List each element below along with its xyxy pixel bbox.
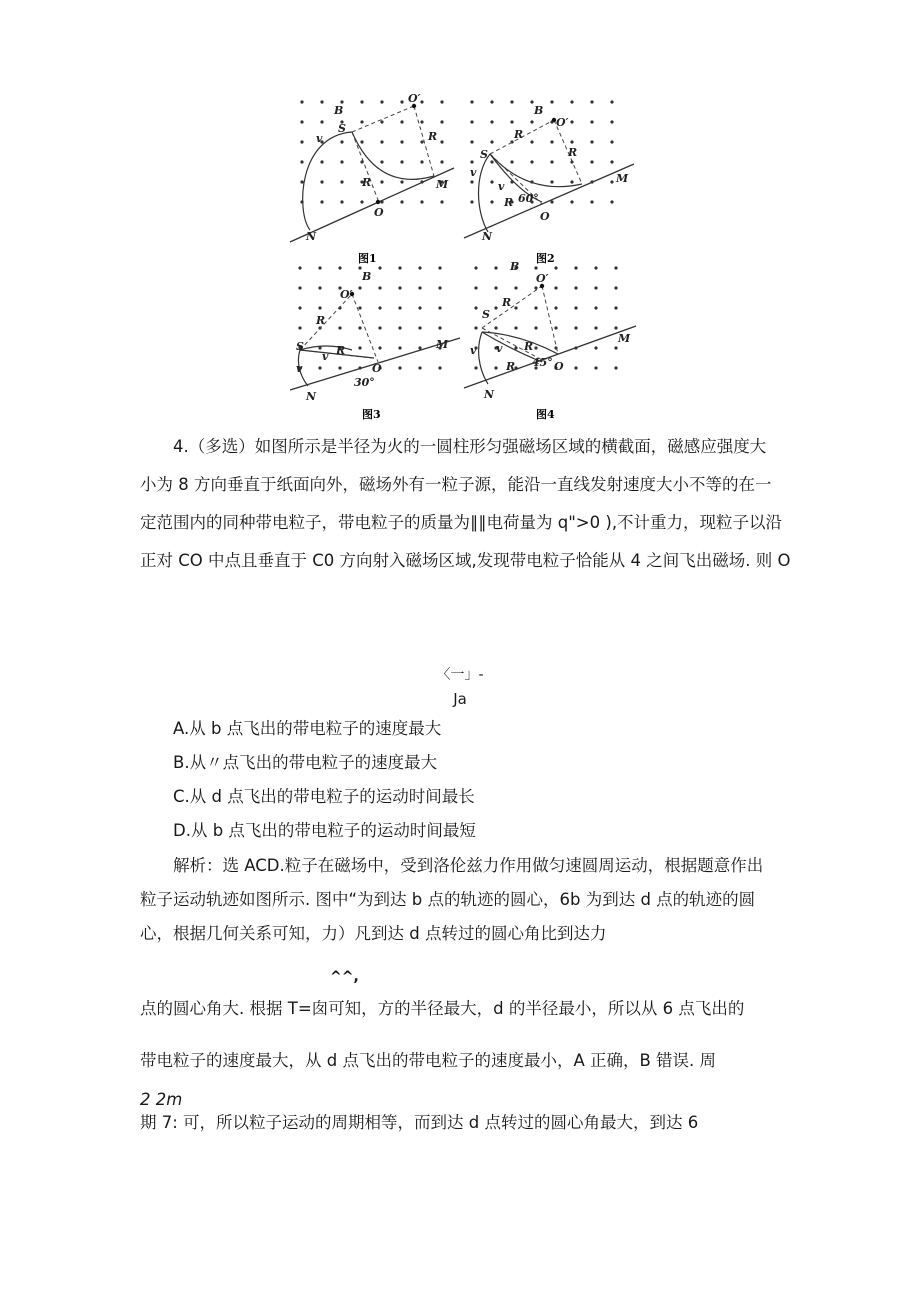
field-dot bbox=[470, 140, 473, 143]
field-dot bbox=[614, 326, 617, 329]
field-dot bbox=[570, 200, 573, 203]
field-dot bbox=[514, 286, 517, 289]
svg-text:O′: O′ bbox=[536, 272, 549, 285]
field-dot bbox=[490, 140, 493, 143]
solution-line-3: 心，根据几何关系可知，力）凡到达 d 点转过的圆心角比到达力 bbox=[140, 924, 607, 943]
field-dot bbox=[590, 200, 593, 203]
field-dot bbox=[614, 366, 617, 369]
field-dot bbox=[418, 326, 421, 329]
figure-4-caption: 图4 bbox=[536, 408, 555, 421]
field-dot bbox=[494, 366, 497, 369]
field-dot bbox=[550, 100, 553, 103]
field-dot bbox=[594, 366, 597, 369]
field-dot bbox=[490, 100, 493, 103]
field-dot bbox=[510, 100, 513, 103]
field-dot bbox=[400, 100, 403, 103]
field-dot bbox=[530, 160, 533, 163]
field-dot bbox=[298, 266, 301, 269]
svg-text:R: R bbox=[362, 176, 372, 189]
field-dot bbox=[298, 286, 301, 289]
svg-text:45°: 45° bbox=[532, 356, 553, 369]
field-dot bbox=[570, 140, 573, 143]
field-dot bbox=[470, 200, 473, 203]
field-dot bbox=[358, 286, 361, 289]
svg-text:N: N bbox=[306, 230, 317, 243]
field-dot bbox=[514, 326, 517, 329]
field-dot bbox=[398, 266, 401, 269]
field-dot bbox=[420, 100, 423, 103]
field-dot bbox=[554, 266, 557, 269]
field-dot bbox=[590, 100, 593, 103]
field-dot bbox=[418, 346, 421, 349]
field-dot bbox=[590, 140, 593, 143]
field-dot bbox=[534, 326, 537, 329]
svg-text:B: B bbox=[534, 104, 544, 117]
field-dot bbox=[614, 286, 617, 289]
field-dot bbox=[300, 100, 303, 103]
svg-text:v: v bbox=[470, 166, 477, 179]
field-dot bbox=[550, 140, 553, 143]
field-dot bbox=[594, 346, 597, 349]
field-dot bbox=[534, 306, 537, 309]
formula-symbol: ^^, bbox=[330, 969, 359, 985]
svg-text:O′: O′ bbox=[340, 288, 353, 301]
field-dot bbox=[400, 120, 403, 123]
field-dot bbox=[474, 306, 477, 309]
field-dot bbox=[438, 266, 441, 269]
boundary-line bbox=[464, 164, 634, 238]
svg-text:N: N bbox=[482, 230, 493, 243]
svg-text:M: M bbox=[616, 172, 629, 185]
option-c: C.从 d 点飞出的带电粒子的运动时间最长 bbox=[173, 787, 475, 806]
field-dot bbox=[380, 100, 383, 103]
figure-2-caption: 图2 bbox=[536, 252, 555, 265]
field-dot bbox=[554, 326, 557, 329]
field-dot bbox=[574, 326, 577, 329]
field-dot bbox=[570, 120, 573, 123]
svg-text:v: v bbox=[316, 132, 323, 145]
question-line-3: 定范围内的同种带电粒子，带电粒子的质量为∥∥电荷量为 q">0 ),不计重力，现粒子以沿 bbox=[140, 513, 783, 532]
svg-text:S: S bbox=[338, 122, 346, 135]
field-dot bbox=[378, 346, 381, 349]
field-dot bbox=[400, 180, 403, 183]
field-dot bbox=[574, 286, 577, 289]
field-dot bbox=[360, 140, 363, 143]
field-dot bbox=[318, 266, 321, 269]
svg-text:S: S bbox=[296, 340, 304, 353]
field-dot bbox=[358, 346, 361, 349]
svg-text:v: v bbox=[322, 350, 329, 363]
field-dot bbox=[594, 326, 597, 329]
svg-text:B: B bbox=[362, 270, 372, 283]
figure-1 bbox=[288, 92, 456, 268]
svg-text:O′: O′ bbox=[408, 92, 421, 105]
field-dot bbox=[510, 120, 513, 123]
field-dot bbox=[610, 180, 613, 183]
svg-text:N: N bbox=[484, 388, 495, 401]
field-dot bbox=[530, 140, 533, 143]
svg-text:O: O bbox=[540, 210, 550, 223]
field-dot bbox=[470, 120, 473, 123]
field-dot bbox=[470, 100, 473, 103]
svg-text:B: B bbox=[334, 104, 344, 117]
field-dot bbox=[534, 266, 537, 269]
field-dot bbox=[418, 286, 421, 289]
field-dot bbox=[320, 100, 323, 103]
field-dot bbox=[420, 120, 423, 123]
field-dot bbox=[378, 266, 381, 269]
solution-line-2: 粒子运动轨迹如图所示. 图中“为到达 b 点的轨迹的圆心，6b 为到达 d 点的轨迹的圆 bbox=[140, 890, 756, 909]
svg-text:R: R bbox=[514, 128, 524, 141]
field-dot bbox=[490, 160, 493, 163]
field-dot bbox=[320, 160, 323, 163]
svg-text:S: S bbox=[480, 148, 488, 161]
svg-text:R: R bbox=[316, 314, 326, 327]
field-dot bbox=[494, 286, 497, 289]
field-dot bbox=[360, 100, 363, 103]
solution-line-5: 带电粒子的速度最大，从 d 点飞出的带电粒子的速度最小，A 正确，B 错误. 周 bbox=[140, 1051, 717, 1070]
field-dot bbox=[614, 346, 617, 349]
field-dot bbox=[300, 160, 303, 163]
field-dot bbox=[378, 306, 381, 309]
field-dot bbox=[514, 306, 517, 309]
field-dot bbox=[438, 286, 441, 289]
field-dot bbox=[554, 286, 557, 289]
field-dot bbox=[474, 326, 477, 329]
field-dot bbox=[338, 326, 341, 329]
svg-text:R: R bbox=[506, 360, 516, 373]
field-dot bbox=[440, 140, 443, 143]
svg-text:S: S bbox=[482, 308, 490, 321]
field-dot bbox=[534, 286, 537, 289]
field-dot bbox=[340, 200, 343, 203]
field-dot bbox=[440, 160, 443, 163]
field-dot bbox=[440, 200, 443, 203]
formula-fraction: 2 2m bbox=[140, 1090, 183, 1109]
field-dot bbox=[380, 120, 383, 123]
svg-text:R: R bbox=[524, 340, 534, 353]
field-dot bbox=[360, 120, 363, 123]
field-dot bbox=[398, 286, 401, 289]
field-dot bbox=[470, 180, 473, 183]
field-dot bbox=[474, 286, 477, 289]
svg-text:O′: O′ bbox=[556, 116, 569, 129]
field-dot bbox=[340, 140, 343, 143]
field-dot bbox=[418, 266, 421, 269]
field-dot bbox=[438, 366, 441, 369]
option-d: D.从 b 点飞出的带电粒子的运动时间最短 bbox=[173, 821, 476, 840]
field-dot bbox=[360, 200, 363, 203]
svg-text:M: M bbox=[618, 332, 631, 345]
solution-line-6: 期 7: 可，所以粒子运动的周期相等，而到达 d 点转过的圆心角最大，到达 6 bbox=[140, 1113, 699, 1132]
field-dot bbox=[614, 266, 617, 269]
svg-text:M: M bbox=[436, 338, 449, 351]
field-dot bbox=[590, 120, 593, 123]
field-dot bbox=[494, 266, 497, 269]
svg-text:60°: 60° bbox=[518, 192, 539, 205]
field-dot bbox=[570, 100, 573, 103]
field-dot bbox=[490, 120, 493, 123]
field-dot bbox=[318, 286, 321, 289]
field-dot bbox=[380, 180, 383, 183]
svg-text:R: R bbox=[504, 196, 514, 209]
figure-2 bbox=[458, 92, 634, 268]
field-dot bbox=[594, 266, 597, 269]
field-dot bbox=[420, 140, 423, 143]
field-dot bbox=[418, 366, 421, 369]
field-dot bbox=[574, 266, 577, 269]
field-dot bbox=[358, 306, 361, 309]
field-dot bbox=[400, 200, 403, 203]
field-dot bbox=[398, 306, 401, 309]
field-dot bbox=[338, 266, 341, 269]
option-b: B.从〃点飞出的带电粒子的速度最大 bbox=[173, 753, 438, 772]
field-dot bbox=[570, 180, 573, 183]
field-dot bbox=[594, 306, 597, 309]
field-dot bbox=[594, 286, 597, 289]
field-dot bbox=[418, 306, 421, 309]
field-dot bbox=[320, 200, 323, 203]
field-dots bbox=[300, 100, 443, 203]
field-dot bbox=[610, 200, 613, 203]
field-dot bbox=[550, 160, 553, 163]
field-dot bbox=[300, 120, 303, 123]
field-dot bbox=[554, 306, 557, 309]
field-dot bbox=[378, 326, 381, 329]
field-dot bbox=[378, 286, 381, 289]
svg-text:O: O bbox=[372, 362, 382, 375]
field-dot bbox=[530, 120, 533, 123]
field-dot bbox=[438, 306, 441, 309]
field-dot bbox=[610, 100, 613, 103]
field-dot bbox=[380, 160, 383, 163]
option-a: A.从 b 点飞出的带电粒子的速度最大 bbox=[173, 719, 442, 738]
svg-text:R: R bbox=[502, 296, 512, 309]
field-dot bbox=[470, 160, 473, 163]
field-dot bbox=[440, 120, 443, 123]
svg-text:v: v bbox=[496, 342, 503, 355]
solution-line-1: 解析：选 ACD.粒子在磁场中，受到洛伦兹力作用做匀速圆周运动，根据题意作出 bbox=[173, 856, 764, 875]
field-dot bbox=[298, 306, 301, 309]
field-dot bbox=[320, 180, 323, 183]
field-dot bbox=[338, 366, 341, 369]
field-dot bbox=[398, 326, 401, 329]
field-dot bbox=[320, 120, 323, 123]
field-dot bbox=[400, 140, 403, 143]
field-dot bbox=[534, 346, 537, 349]
field-dot bbox=[398, 346, 401, 349]
garbled-fragment-2: Ja bbox=[453, 690, 467, 708]
field-dot bbox=[494, 326, 497, 329]
field-dot bbox=[474, 266, 477, 269]
field-dot bbox=[590, 160, 593, 163]
field-dot bbox=[300, 140, 303, 143]
field-dot bbox=[610, 160, 613, 163]
field-dot bbox=[358, 326, 361, 329]
svg-text:O: O bbox=[554, 360, 564, 373]
field-dot bbox=[550, 180, 553, 183]
field-dot bbox=[340, 160, 343, 163]
svg-text:30°: 30° bbox=[354, 376, 375, 389]
field-dot bbox=[420, 160, 423, 163]
field-dot bbox=[400, 160, 403, 163]
field-dot bbox=[300, 180, 303, 183]
figure-3-caption: 图3 bbox=[362, 408, 381, 421]
svg-text:R: R bbox=[428, 130, 438, 143]
svg-text:N: N bbox=[306, 390, 317, 403]
field-dot bbox=[614, 306, 617, 309]
figure-3 bbox=[286, 258, 462, 424]
field-dot bbox=[398, 366, 401, 369]
field-dot bbox=[514, 346, 517, 349]
field-dot bbox=[494, 306, 497, 309]
svg-text:R: R bbox=[336, 344, 346, 357]
field-dot bbox=[380, 140, 383, 143]
field-dot bbox=[318, 366, 321, 369]
field-dot bbox=[510, 160, 513, 163]
question-line-2: 小为 8 方向垂直于纸面向外，磁场外有一粒子源，能沿一直线发射速度大小不等的在一 bbox=[140, 475, 772, 494]
svg-text:v: v bbox=[296, 362, 303, 375]
garbled-fragment-1: 〈一」- bbox=[436, 667, 484, 683]
svg-text:v: v bbox=[498, 180, 505, 193]
svg-text:R: R bbox=[568, 146, 578, 159]
field-dot bbox=[340, 180, 343, 183]
field-dot bbox=[574, 306, 577, 309]
field-dot bbox=[574, 366, 577, 369]
svg-text:M: M bbox=[436, 178, 449, 191]
field-dot bbox=[318, 306, 321, 309]
svg-text:v: v bbox=[470, 344, 477, 357]
field-dot bbox=[610, 140, 613, 143]
field-dot bbox=[440, 100, 443, 103]
question-line-1: 4.（多选）如图所示是半径为火的一圆柱形匀强磁场区域的横截面，磁感应强度大 bbox=[173, 437, 767, 456]
figure-1-caption: 图1 bbox=[358, 252, 377, 265]
field-dot bbox=[298, 326, 301, 329]
solution-line-4: 点的圆心角大. 根据 T=囱可知，方的半径最大，d 的半径最小，所以从 6 点飞出的 bbox=[140, 999, 745, 1018]
field-dot bbox=[420, 200, 423, 203]
svg-text:O: O bbox=[374, 206, 384, 219]
field-dot bbox=[474, 366, 477, 369]
field-dot bbox=[610, 120, 613, 123]
question-line-4: 正对 CO 中点且垂直于 C0 方向射入磁场区域,发现带电粒子恰能从 4 之间飞出磁场. 则 O bbox=[140, 551, 791, 570]
field-dot bbox=[490, 180, 493, 183]
field-dot bbox=[438, 326, 441, 329]
figure-4 bbox=[462, 258, 638, 424]
svg-text:B: B bbox=[510, 260, 520, 273]
field-dot bbox=[490, 200, 493, 203]
